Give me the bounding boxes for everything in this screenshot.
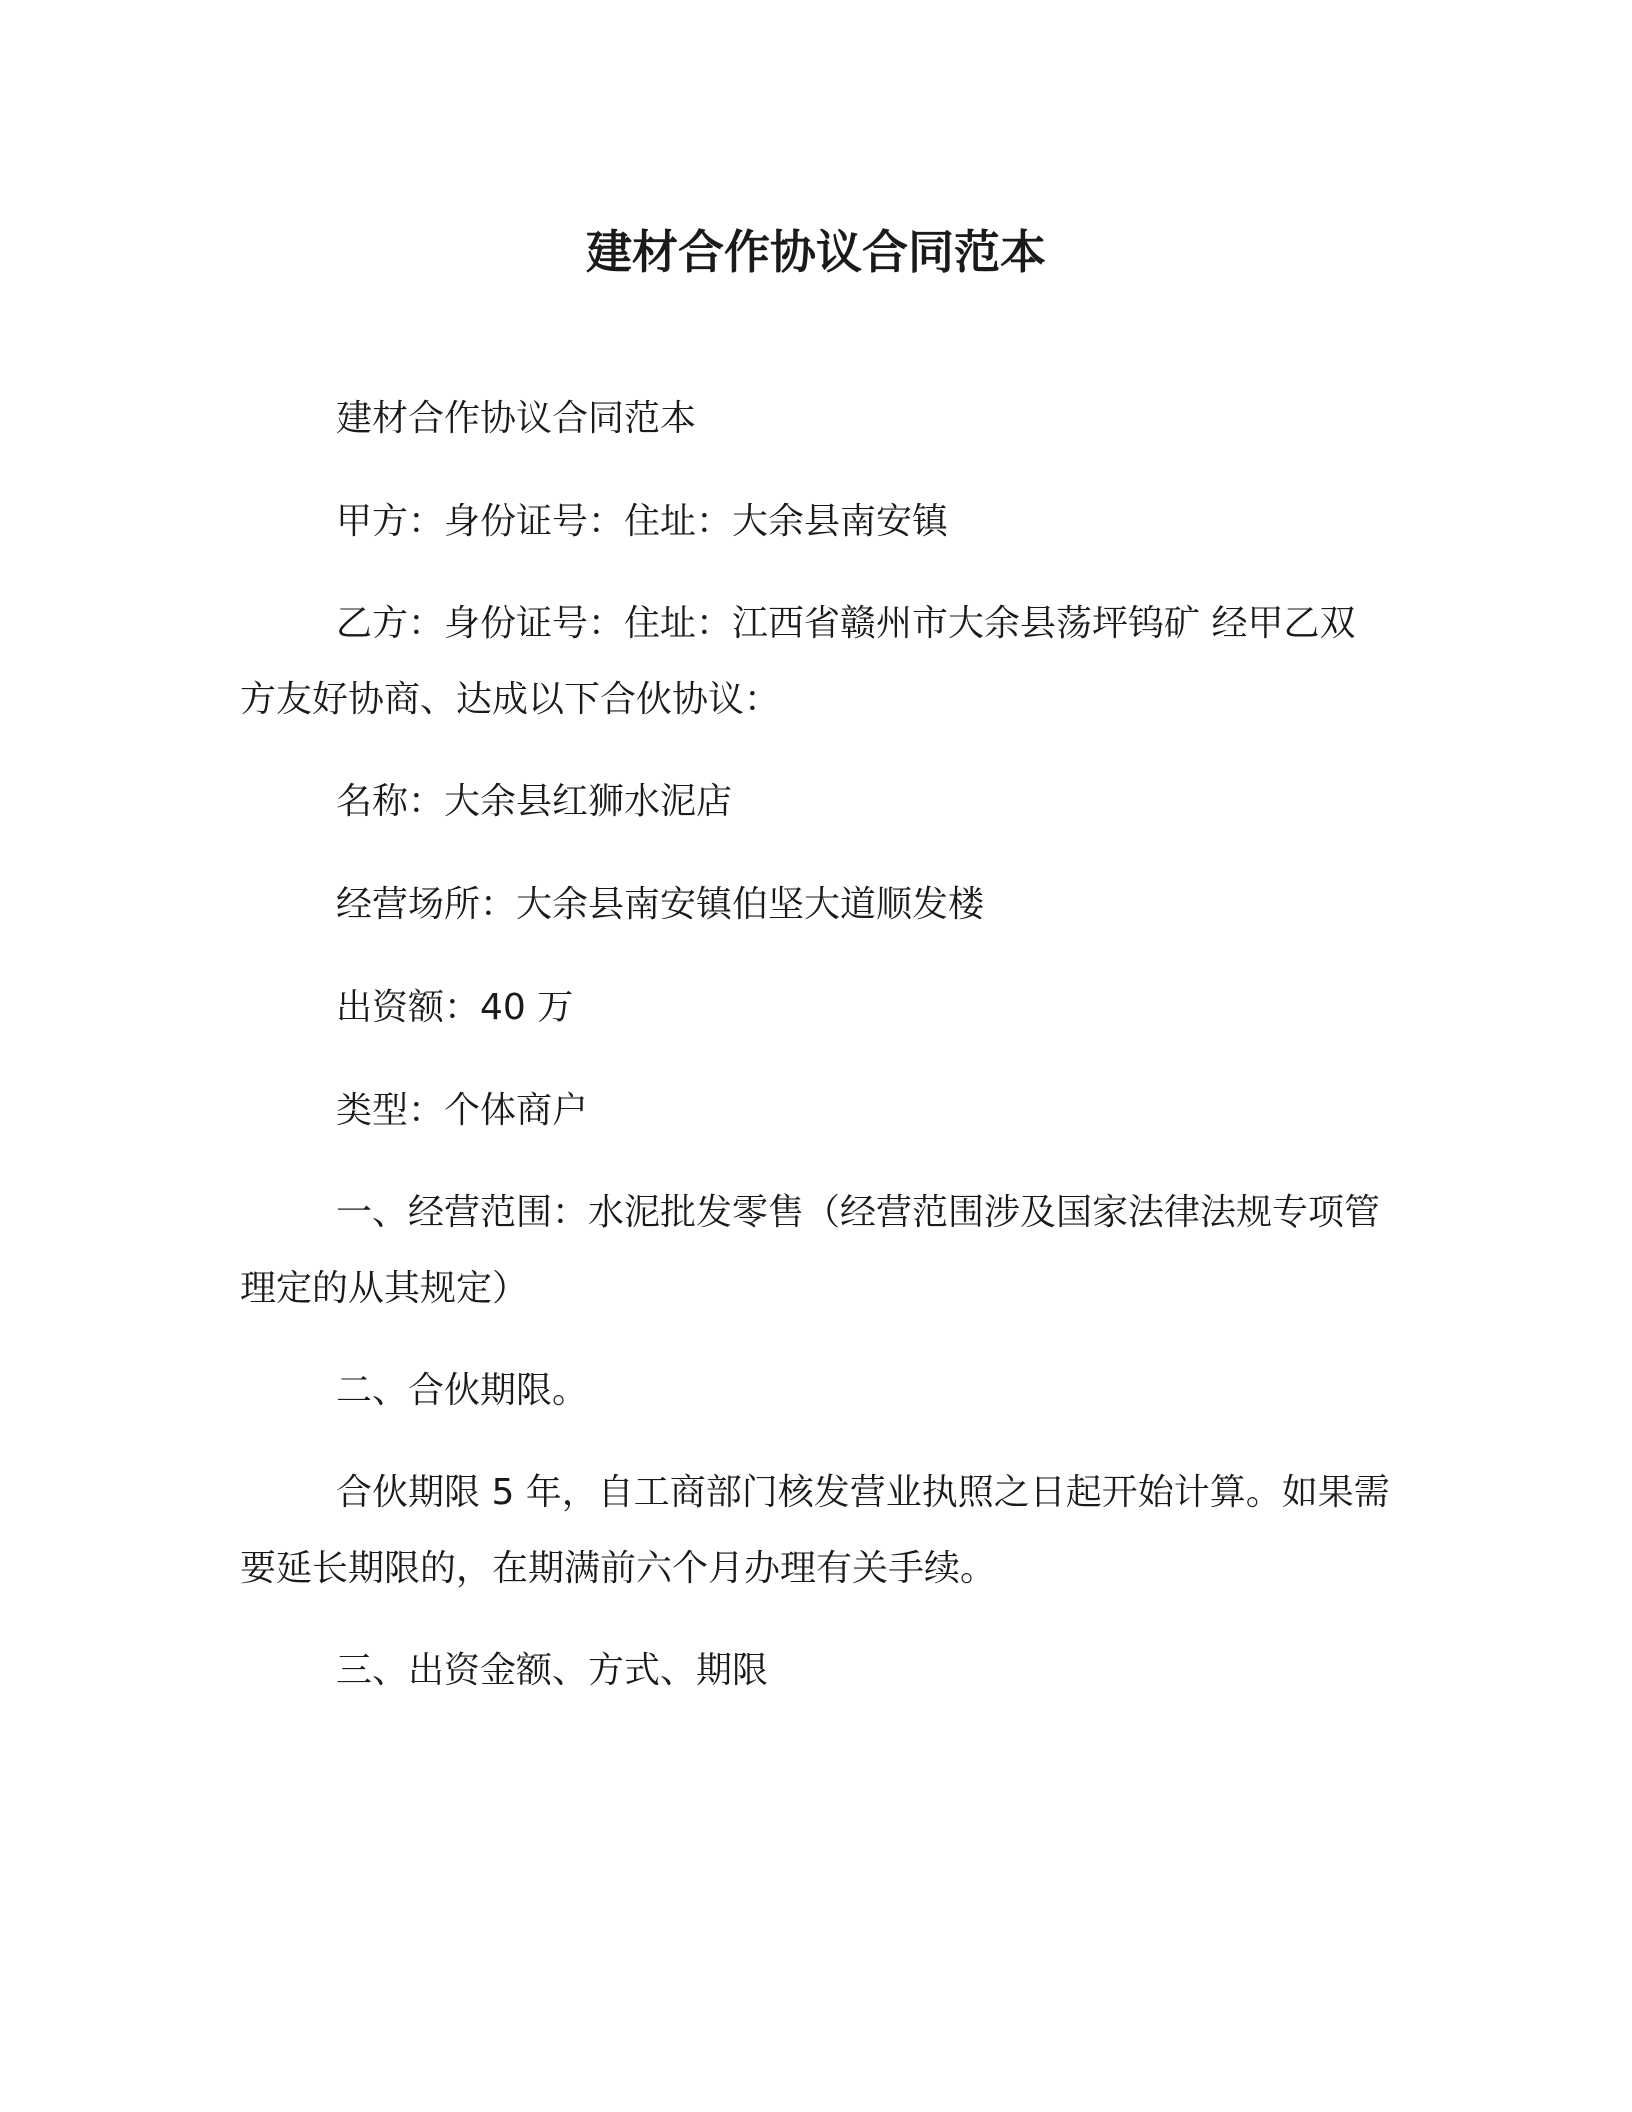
paragraph-name: 名称：大余县红狮水泥店 [336, 781, 733, 822]
paragraph-party-b: 乙方：身份证号：住址：江西省赣州市大余县荡坪钨矿 经甲乙双方友好协商、达成以下合伙协议： [240, 603, 1356, 720]
paragraph-party-a: 甲方：身份证号：住址：大余县南安镇 [336, 501, 949, 542]
document-body [240, 380, 1390, 1735]
paragraph-business-scope: 一、经营范围：水泥批发零售（经营范围涉及国家法律法规专项管理定的从其规定） [240, 1192, 1381, 1309]
paragraph-business-location: 经营场所：大余县南安镇伯坚大道顺发楼 [336, 884, 985, 925]
paragraph-subtitle: 建材合作协议合同范本 [336, 398, 697, 439]
document-title: 建材合作协议合同范本 [586, 225, 1046, 279]
paragraph-partnership-term-heading: 二、合伙期限。 [336, 1370, 589, 1411]
paragraph-capital: 出资额：40 万 [336, 987, 574, 1028]
paragraph-type: 类型：个体商户 [336, 1090, 589, 1131]
paragraph-partnership-term: 合伙期限 5 年，自工商部门核发营业执照之日起开始计算。如果需要延长期限的，在期满前六个月办理有关手续。 [240, 1472, 1390, 1589]
paragraph-capital-heading: 三、出资金额、方式、期限 [336, 1650, 769, 1691]
